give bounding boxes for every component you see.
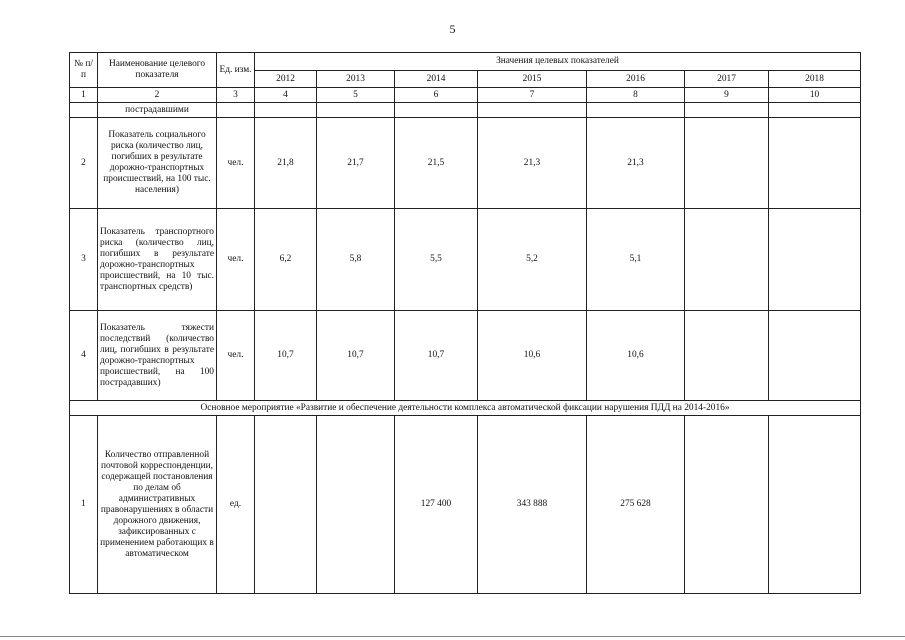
value-cell: 21,7 [317,118,395,209]
header-row-top [70,53,861,71]
value-cell: 10,6 [587,311,685,401]
value-cell [769,311,861,401]
value-cell [769,118,861,209]
header-year: 2015 [478,71,587,88]
row-number: 3 [70,209,98,311]
value-cell [317,416,395,594]
value-cell: 10,7 [317,311,395,401]
column-number: 1 [70,88,98,103]
value-cell: 5,1 [587,209,685,311]
header-year: 2014 [395,71,478,88]
value-cell [685,311,769,401]
continuation-name: пострадавшими [98,103,217,118]
header-year: 2012 [255,71,317,88]
header-name: Наименование целевого показателя [98,53,217,88]
column-number: 5 [317,88,395,103]
value-cell: 21,5 [395,118,478,209]
unit: чел. [217,209,255,311]
column-number: 7 [478,88,587,103]
table-row [70,416,861,594]
column-number: 8 [587,88,685,103]
column-numbers-row [70,88,861,103]
table-row [70,118,861,209]
column-number: 9 [685,88,769,103]
indicator-name: Показатель тяжести последствий (количество лиц, погибших в результате дорожно-транспортных происшествий, на 100 пострадавших) [98,311,217,401]
value-cell: 21,3 [587,118,685,209]
column-number: 3 [217,88,255,103]
value-cell: 5,8 [317,209,395,311]
header-unit: Ед. изм. [217,53,255,88]
value-cell [685,118,769,209]
page-edge-line [0,636,905,637]
value-cell: 10,7 [395,311,478,401]
header-values-title: Значения целевых показателей [255,53,861,71]
value-cell: 21,8 [255,118,317,209]
target-indicators-table [69,52,861,594]
header-year: 2017 [685,71,769,88]
row-number: 2 [70,118,98,209]
value-cell: 127 400 [395,416,478,594]
value-cell: 5,5 [395,209,478,311]
section-title: Основное мероприятие «Развитие и обеспечение деятельности комплекса автоматической фиксации нарушения ПДД на 2014-2016» [70,401,861,416]
row-number: 1 [70,416,98,594]
indicator-rows [70,118,861,401]
unit: чел. [217,118,255,209]
table-row [70,311,861,401]
header-year: 2016 [587,71,685,88]
value-cell: 6,2 [255,209,317,311]
section-indicator-rows [70,416,861,594]
header-year: 2013 [317,71,395,88]
indicator-name: Количество отправленной почтовой корреспонденции, содержащей постановления по делам об административных правонарушениях в области дорожного движения, зафиксированных с применением работающих в автоматическом [98,416,217,594]
indicator-name: Показатель социального риска (количество лиц, погибших в результате дорожно-транспортных происшествий, на 100 тыс. населения) [98,118,217,209]
value-cell [685,416,769,594]
value-cell: 21,3 [478,118,587,209]
value-cell: 5,2 [478,209,587,311]
table-row [70,209,861,311]
section-row [70,401,861,416]
header-num: № п/п [70,53,98,88]
column-number: 10 [769,88,861,103]
value-cell: 10,7 [255,311,317,401]
column-number: 6 [395,88,478,103]
unit: чел. [217,311,255,401]
header-year: 2018 [769,71,861,88]
column-number: 2 [98,88,217,103]
value-cell [769,416,861,594]
value-cell [255,416,317,594]
value-cell [685,209,769,311]
value-cell: 10,6 [478,311,587,401]
unit: ед. [217,416,255,594]
row-number: 4 [70,311,98,401]
continuation-row [70,103,861,118]
value-cell: 343 888 [478,416,587,594]
column-number: 4 [255,88,317,103]
indicator-name: Показатель транспортного риска (количество лиц, погибших в результате дорожно-транспортных происшествий, на 10 тыс. транспортных средств) [98,209,217,311]
value-cell [769,209,861,311]
page-number: 5 [449,22,456,36]
value-cell: 275 628 [587,416,685,594]
